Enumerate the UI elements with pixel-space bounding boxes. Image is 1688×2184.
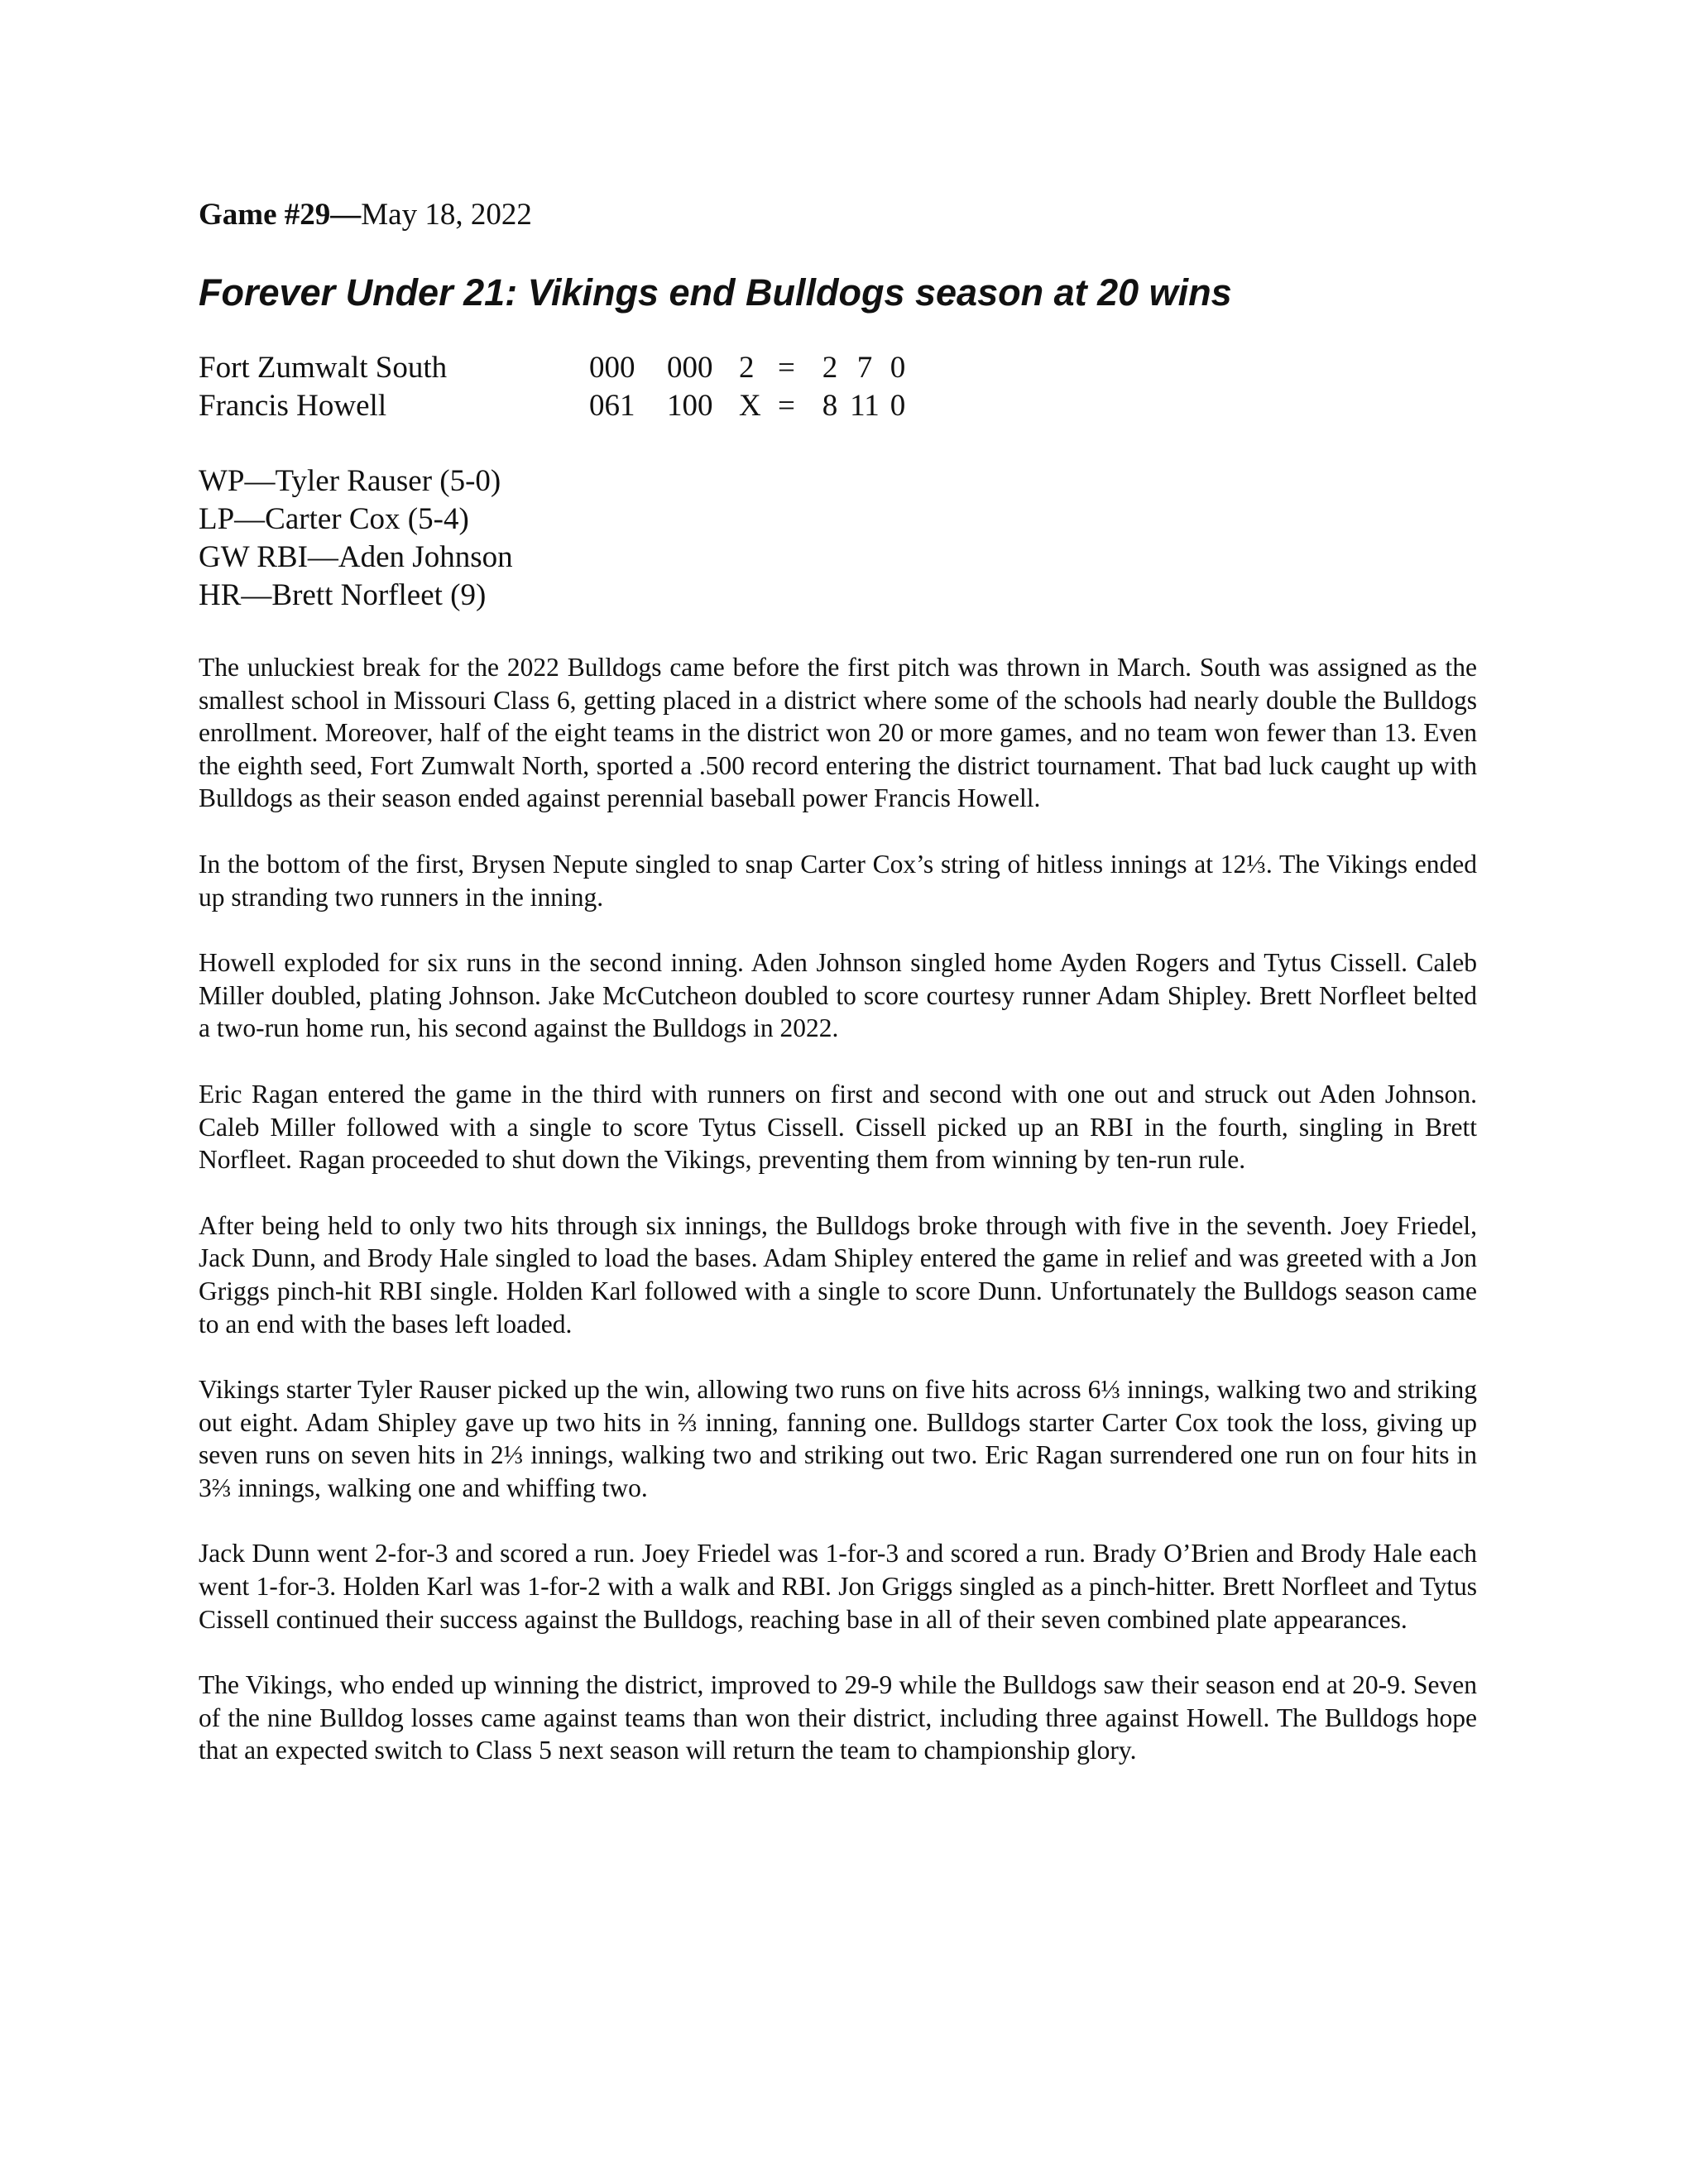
losing-pitcher: LP—Carter Cox (5-4) — [199, 502, 469, 536]
runs: 8 — [822, 389, 838, 423]
linescore-row-home — [199, 387, 1477, 425]
paragraph: After being held to only two hits through six innings, the Bulldogs broke through with five in the seventh. Joey Friedel, Jack Dunn, and Brody Hale singled to load the bases. Adam Shipley entered the game in relief and was greeted with a Jon Griggs pinch-hit RBI single. Holden Karl followed with a single to score Dunn. Unfortunately the Bulldogs season came to an end with the bases left loaded. — [199, 1210, 1477, 1339]
innings-1-3: 000 — [589, 351, 635, 385]
linescore — [199, 349, 1477, 425]
home-runs: HR—Brett Norfleet (9) — [199, 578, 487, 612]
errors: 0 — [890, 351, 906, 385]
team-name: Francis Howell — [199, 389, 387, 423]
paragraph: Howell exploded for six runs in the second inning. Aden Johnson singled home Ayden Rogers and Tytus Cissell. Caleb Miller doubled, plating Johnson. Jake McCutcheon doubled to score courtesy runner Adam Shipley. Brett Norfleet belted a two-run home run, his second against the Bulldogs in 2022. — [199, 948, 1477, 1043]
game-number: Game #29 — [199, 198, 331, 232]
paragraph: In the bottom of the first, Brysen Nepute singled to snap Carter Cox’s string of hitless innings at 12⅓. The Vikings ended up stranding two runners in the inning. — [199, 849, 1477, 912]
hits: 7 — [856, 351, 873, 385]
winning-pitcher: WP—Tyler Rauser (5-0) — [199, 464, 501, 498]
runs: 2 — [822, 351, 838, 385]
article-body — [199, 651, 1477, 1767]
paragraph: Eric Ragan entered the game in the third with runners on first and second with one out and struck out Aden Johnson. Caleb Miller followed with a single to score Tytus Cissell. Cissell picked up an RBI in the fourth, singling in Brett Norfleet. Ragan proceeded to shut down the Vikings, preventing them from winning by ten-run rule. — [199, 1079, 1477, 1175]
innings-7: 2 — [739, 351, 755, 385]
linescore-row-away — [199, 349, 1477, 387]
paragraph: Jack Dunn went 2-for-3 and scored a run. Joey Friedel was 1-for-3 and scored a run. Brady O’Brien and Brody Hale each went 1-for-3. Holden Karl was 1-for-2 with a walk and RBI. Jon Griggs singled as a pinch-hitter. Brett Norfleet and Tytus Cissell continued their success against the Bulldogs, reaching base in all of their seven combined plate appearances. — [199, 1539, 1477, 1634]
hits: 11 — [850, 389, 880, 423]
game-header — [199, 195, 1477, 235]
equals-sign: = — [778, 351, 795, 385]
innings-1-3: 061 — [589, 389, 635, 423]
paragraph: Vikings starter Tyler Rauser picked up the win, allowing two runs on five hits across 6⅓ innings, walking two and striking out eight. Adam Shipley gave up two hits in ⅔ inning, fanning one. Bulldogs starter Carter Cox took the loss, giving up seven runs on seven hits in 2⅓ innings, walking two and striking out two. Eric Ragan surrendered one run on four hits in 3⅔ innings, walking one and whiffing two. — [199, 1375, 1477, 1502]
headline: Forever Under 21: Vikings end Bulldogs season at 20 wins — [199, 271, 1232, 314]
paragraph: The unluckiest break for the 2022 Bulldogs came before the first pitch was thrown in March. South was assigned as the smallest school in Missouri Class 6, getting placed in a district where some of the schools had nearly double the Bulldogs enrollment. Moreover, half of the eight teams in the district won 20 or more games, and no team won fewer than 13. Even the eighth seed, Fort Zumwalt North, sported a .500 record entering the district tournament. That bad luck caught up with Bulldogs as their season ended against perennial baseball power Francis Howell. — [199, 653, 1477, 813]
errors: 0 — [890, 389, 906, 423]
game-dash: — — [330, 198, 362, 232]
equals-sign: = — [778, 389, 795, 423]
paragraph: The Vikings, who ended up winning the district, improved to 29-9 while the Bulldogs saw their season end at 20-9. Seven of the nine Bulldog losses came against teams than won their district, including three against Howell. The Bulldogs hope that an expected switch to Class 5 next season will return the team to championship glory. — [199, 1670, 1477, 1765]
game-winning-rbi: GW RBI—Aden Johnson — [199, 540, 513, 574]
team-name: Fort Zumwalt South — [199, 351, 448, 385]
innings-4-6: 000 — [667, 351, 713, 385]
document-page — [199, 195, 1477, 1800]
pitching-summary — [199, 462, 1477, 615]
innings-4-6: 100 — [667, 389, 713, 423]
game-date: May 18, 2022 — [361, 198, 532, 232]
innings-7: X — [739, 389, 761, 423]
